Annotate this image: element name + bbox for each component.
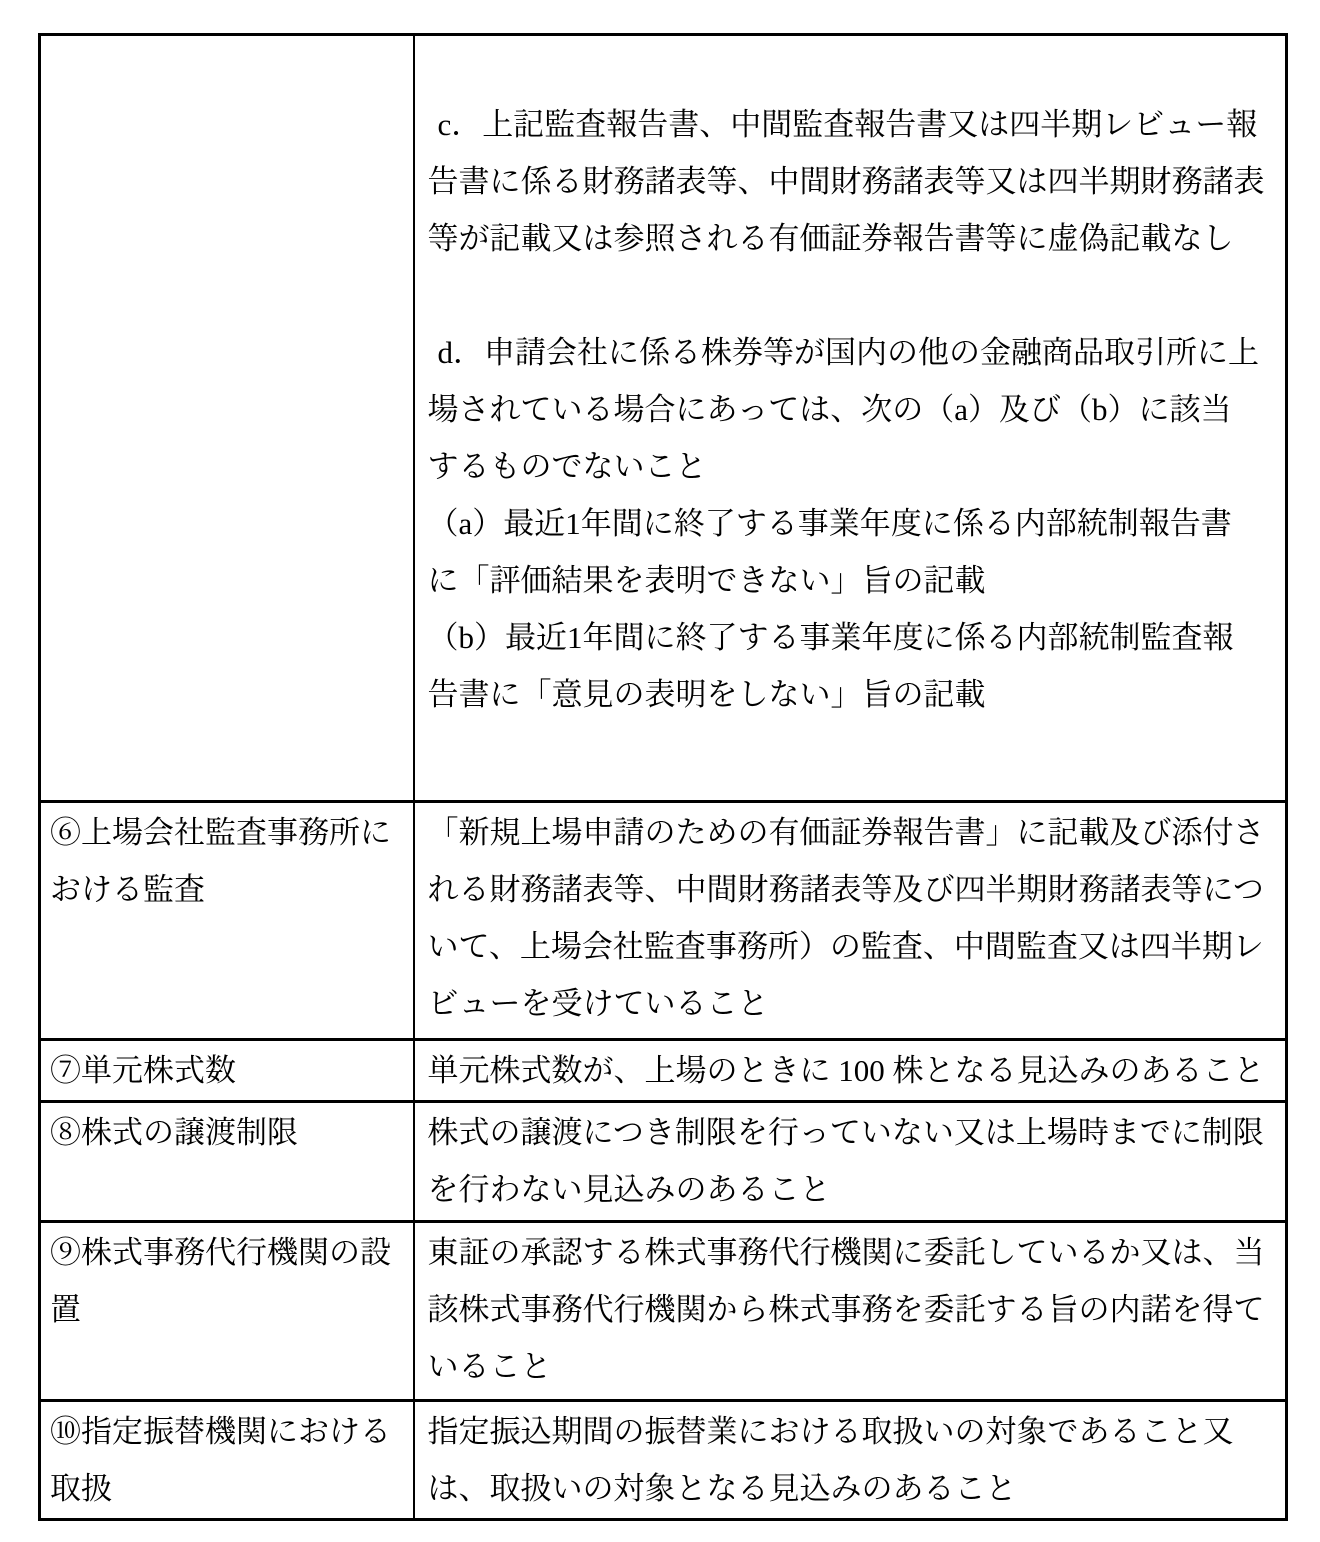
- text-line: 取扱: [50, 1471, 112, 1506]
- text-line: ⑨株式事務代行機関の設: [50, 1235, 391, 1270]
- text-line: ⑥上場会社監査事務所に: [50, 815, 391, 850]
- text-line: 置: [50, 1292, 81, 1327]
- requirement-detail-cell: [414, 35, 1287, 802]
- text-line: 「新規上場申請のための有価証券報告書」に記載及び添付さ: [427, 815, 1265, 850]
- requirement-detail-cell: [414, 1401, 1287, 1520]
- text-line: は、取扱いの対象となる見込みのあること: [427, 1471, 1017, 1506]
- text-line: するものでないこと: [427, 449, 707, 484]
- text-line: ⑧株式の譲渡制限: [50, 1115, 298, 1150]
- text-line: 単元株式数が、上場のときに 100 株となる見込みのあること: [427, 1053, 1265, 1088]
- text-line: ⑦単元株式数: [50, 1053, 236, 1088]
- listing-requirements-table: [38, 33, 1288, 1521]
- clause-d: [428, 324, 1276, 495]
- text-line: （b）最近1年間に終了する事業年度に係る内部統制監査報: [427, 620, 1234, 655]
- clause-c: [428, 96, 1276, 267]
- text-line: ビューを受けていること: [427, 986, 769, 1021]
- text-line: 場されている場合にあっては、次の（a）及び（b）に該当: [427, 392, 1232, 427]
- requirement-detail-cell: [414, 1102, 1287, 1222]
- text-line: 告書に「意見の表明をしない」旨の記載: [427, 677, 986, 712]
- text-line: （a）最近1年間に終了する事業年度に係る内部統制報告書: [427, 506, 1232, 541]
- text-line: いること: [427, 1349, 552, 1384]
- requirement-detail-cell: [414, 802, 1287, 1040]
- text-line: c．上記監査報告書、中間監査報告書又は四半期レビュー報: [437, 107, 1258, 142]
- text-line: 告書に係る財務諸表等、中間財務諸表等又は四半期財務諸表: [427, 164, 1265, 199]
- table-row-item-6: [40, 802, 1287, 1040]
- text-line: れる財務諸表等、中間財務諸表等及び四半期財務諸表等につ: [427, 872, 1264, 907]
- requirement-label-cell-empty: [40, 35, 414, 802]
- requirement-label-cell: [40, 1401, 414, 1520]
- table-row-item-7: [40, 1040, 1287, 1102]
- table-row-item-8: [40, 1102, 1287, 1222]
- requirement-label-cell: [40, 1040, 414, 1102]
- requirement-detail-cell: [414, 1222, 1287, 1401]
- text-line: 等が記載又は参照される有価証券報告書等に虚偽記載なし: [427, 221, 1234, 256]
- clause-b: [428, 609, 1276, 723]
- clause-a: [428, 495, 1276, 609]
- text-line: d．申請会社に係る株券等が国内の他の金融商品取引所に上: [437, 335, 1259, 370]
- table-row-continuation: [40, 35, 1287, 802]
- text-line: に「評価結果を表明できない」旨の記載: [427, 563, 986, 598]
- text-line: 東証の承認する株式事務代行機関に委託しているか又は、当: [427, 1235, 1265, 1270]
- text-line: 指定振込期間の振替業における取扱いの対象であること又: [427, 1414, 1234, 1449]
- text-line: 株式の譲渡につき制限を行っていない又は上場時までに制限: [427, 1115, 1264, 1150]
- text-line: おける監査: [50, 872, 205, 907]
- text-line: 該株式事務代行機関から株式事務を委託する旨の内諾を得て: [427, 1292, 1265, 1327]
- requirement-label-cell: [40, 1102, 414, 1222]
- text-line: ⑩指定振替機関における: [50, 1414, 391, 1449]
- table-row-item-9: [40, 1222, 1287, 1401]
- table-row-item-10: [40, 1401, 1287, 1520]
- requirement-detail-cell: [414, 1040, 1287, 1102]
- requirement-label-cell: [40, 1222, 414, 1401]
- text-line: いて、上場会社監査事務所）の監査、中間監査又は四半期レ: [427, 929, 1264, 964]
- text-line: を行わない見込みのあること: [427, 1172, 831, 1207]
- requirement-label-cell: [40, 802, 414, 1040]
